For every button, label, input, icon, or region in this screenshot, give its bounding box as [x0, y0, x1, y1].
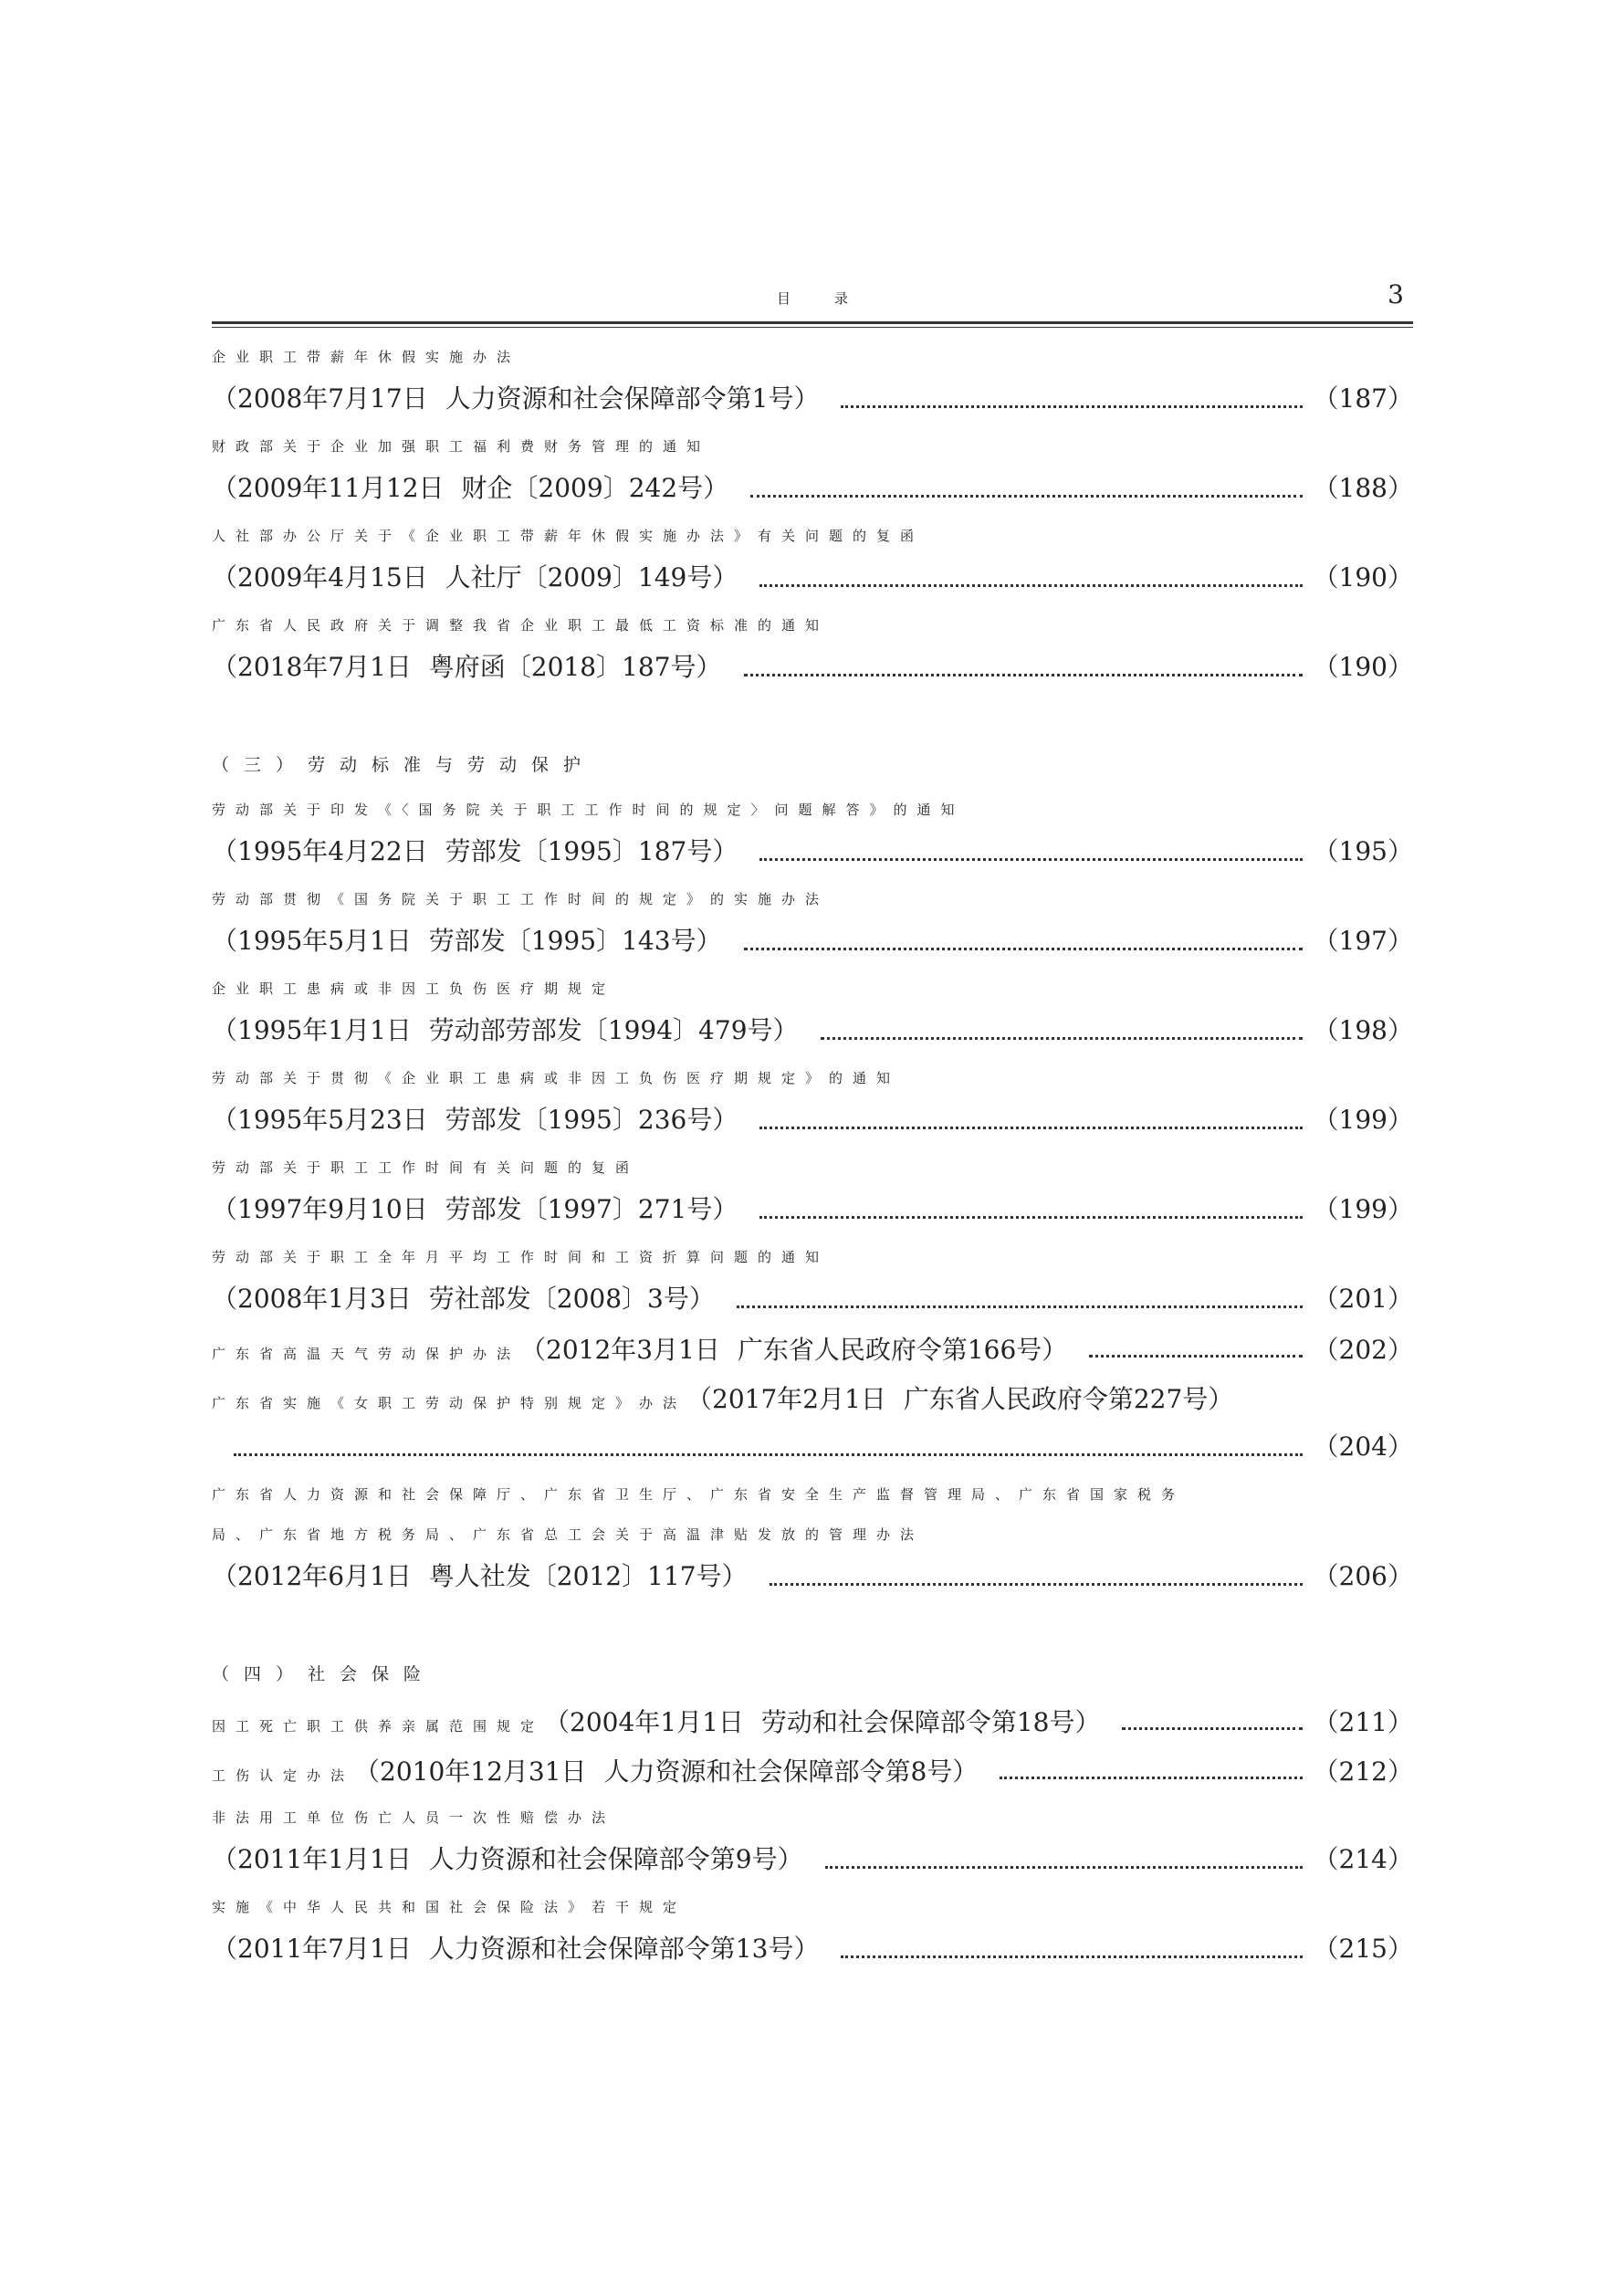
section-heading: （四）社会保险 — [212, 1664, 436, 1684]
toc-citation: （2012年6月1日 粤人社发〔2012〕117号） — [212, 1561, 748, 1591]
dot-leader — [821, 1037, 1303, 1040]
dot-leader — [1122, 1727, 1302, 1730]
dot-leader — [1000, 1777, 1302, 1779]
toc-inline-row — [212, 1703, 1413, 1739]
dot-leader — [744, 948, 1303, 950]
header-rule-thin — [212, 327, 1413, 328]
toc-citation: （2010年12月31日 人力资源和社会保障部令第8号） — [354, 1756, 979, 1787]
toc-citation-row — [212, 1190, 1413, 1228]
header-title: 目录 — [776, 290, 892, 307]
toc-group-c — [212, 1703, 1413, 1967]
toc-citation: （2012年3月1日 广东省人民政府令第166号） — [520, 1335, 1068, 1365]
dot-leader — [234, 1453, 1303, 1456]
toc-entry-title[interactable]: 广东省实施《女职工劳动保护特别规定》办法 — [212, 1395, 687, 1411]
toc-citation: （2008年1月3日 劳社部发〔2008〕3号） — [212, 1284, 715, 1314]
toc-citation: （2009年11月12日 财企〔2009〕242号） — [212, 473, 729, 503]
toc-page-ref[interactable]: （188） — [1313, 473, 1413, 503]
toc-citation-row — [212, 379, 1413, 417]
toc-citation: （1995年4月22日 劳部发〔1995〕187号） — [212, 836, 738, 866]
toc-page-ref[interactable]: （198） — [1313, 1015, 1413, 1045]
toc-page-ref[interactable]: （190） — [1313, 562, 1413, 592]
toc-citation: （1995年5月1日 劳部发〔1995〕143号） — [212, 926, 722, 956]
toc-citation-row — [212, 468, 1413, 507]
toc-entry-title[interactable]: 广东省人民政府关于调整我省企业职工最低工资标准的通知 — [212, 617, 830, 634]
toc-inline-row — [212, 1330, 1413, 1367]
toc-citation: （1995年5月23日 劳部发〔1995〕236号） — [212, 1105, 738, 1135]
toc-page — [212, 274, 1413, 1967]
toc-entry-title[interactable]: 企业职工患病或非因工负伤医疗期规定 — [212, 980, 616, 997]
toc-citation: （1997年9月10日 劳部发〔1997〕271号） — [212, 1194, 738, 1224]
dot-leader — [770, 1583, 1303, 1586]
toc-group-b — [212, 799, 1413, 1595]
toc-citation-row — [212, 1100, 1413, 1138]
toc-page-ref[interactable]: （190） — [1313, 652, 1413, 682]
toc-citation: （2011年1月1日 人力资源和社会保障部令第9号） — [212, 1844, 803, 1874]
toc-entry-title[interactable]: 局、广东省地方税务局、广东省总工会关于高温津贴发放的管理办法 — [212, 1526, 925, 1543]
toc-page-ref[interactable]: （201） — [1313, 1284, 1413, 1314]
toc-citation-row — [212, 647, 1413, 686]
dot-leader — [750, 495, 1302, 498]
toc-page-ref[interactable]: （202） — [1313, 1335, 1413, 1365]
toc-page-ref[interactable]: （206） — [1313, 1561, 1413, 1591]
toc-entry-title[interactable]: 因工死亡职工供养亲属范围规定 — [212, 1718, 545, 1735]
toc-page-ref[interactable]: （195） — [1313, 836, 1413, 866]
toc-citation-row — [212, 921, 1413, 959]
toc-entry-title[interactable]: 实施《中华人民共和国社会保险法》若干规定 — [212, 1899, 687, 1915]
toc-entry-title[interactable]: 广东省高温天气劳动保护办法 — [212, 1346, 521, 1362]
toc-page-ref[interactable]: （211） — [1313, 1707, 1413, 1737]
toc-citation-row — [212, 1840, 1413, 1878]
toc-entry-title[interactable]: 劳动部贯彻《国务院关于职工工作时间的规定》的实施办法 — [212, 891, 830, 907]
toc-entry-title[interactable]: 财政部关于企业加强职工福利费财务管理的通知 — [212, 438, 711, 455]
toc-page-ref[interactable]: （199） — [1313, 1194, 1413, 1224]
toc-page-ref[interactable]: （199） — [1313, 1105, 1413, 1135]
toc-entry-title[interactable]: 非法用工单位伤亡人员一次性赔偿办法 — [212, 1809, 616, 1826]
toc-citation-row — [212, 1427, 1413, 1465]
dot-leader — [737, 1305, 1303, 1308]
toc-entry-title[interactable]: 工伤认定办法 — [212, 1767, 355, 1784]
toc-entry-title[interactable]: 企业职工带薪年休假实施办法 — [212, 349, 521, 365]
dot-leader — [841, 405, 1302, 408]
toc-citation-row — [212, 832, 1413, 870]
toc-citation-row — [212, 1929, 1413, 1967]
toc-citation-row — [212, 1557, 1413, 1595]
toc-citation: （2017年2月1日 广东省人民政府令第227号） — [686, 1384, 1234, 1414]
dot-leader — [1089, 1355, 1302, 1358]
page-header — [212, 274, 1413, 321]
toc-citation: （2011年7月1日 人力资源和社会保障部令第13号） — [212, 1934, 820, 1964]
toc-inline-row — [212, 1752, 1413, 1788]
toc-citation-row — [212, 1011, 1413, 1049]
dot-leader — [825, 1866, 1303, 1869]
toc-group-a — [212, 346, 1413, 686]
toc-citation: （2008年7月17日 人力资源和社会保障部令第1号） — [212, 383, 820, 414]
toc-citation-row — [212, 558, 1413, 596]
toc-entry-title[interactable]: 劳动部关于贯彻《企业职工患病或非因工负伤医疗期规定》的通知 — [212, 1070, 901, 1086]
dot-leader — [759, 1127, 1302, 1129]
section-heading: （三）劳动标准与劳动保护 — [212, 755, 596, 775]
toc-citation: （2018年7月1日 粤府函〔2018〕187号） — [212, 652, 722, 682]
toc-citation: （1995年1月1日 劳动部劳部发〔1994〕479号） — [212, 1015, 799, 1045]
toc-entry-title[interactable]: 人社部办公厅关于《企业职工带薪年休假实施办法》有关问题的复函 — [212, 528, 925, 544]
toc-page-ref[interactable]: （212） — [1313, 1756, 1413, 1787]
page-number: 3 — [1387, 279, 1404, 309]
dot-leader — [759, 1216, 1302, 1219]
toc-page-ref[interactable]: （204） — [1313, 1431, 1413, 1462]
dot-leader — [744, 674, 1303, 676]
toc-citation: （2009年4月15日 人社厅〔2009〕149号） — [212, 562, 738, 592]
toc-inline-row — [212, 1379, 1413, 1416]
toc-entry-title[interactable]: 劳动部关于印发《〈国务院关于职工工作时间的规定〉问题解答》的通知 — [212, 802, 965, 818]
toc-entry-title[interactable]: 广东省人力资源和社会保障厅、广东省卫生厅、广东省安全生产监督管理局、广东省国家税务 — [212, 1486, 1186, 1503]
header-rule-thick — [212, 321, 1413, 324]
toc-entry-title[interactable]: 劳动部关于职工工作时间有关问题的复函 — [212, 1159, 640, 1176]
dot-leader — [841, 1955, 1302, 1958]
toc-citation-row — [212, 1279, 1413, 1317]
toc-page-ref[interactable]: （197） — [1313, 926, 1413, 956]
toc-citation: （2004年1月1日 劳动和社会保障部令第18号） — [544, 1707, 1101, 1737]
dot-leader — [759, 584, 1302, 587]
toc-entry-title[interactable]: 劳动部关于职工全年月平均工作时间和工资折算问题的通知 — [212, 1249, 830, 1265]
toc-page-ref[interactable]: （214） — [1313, 1844, 1413, 1874]
toc-page-ref[interactable]: （215） — [1313, 1934, 1413, 1964]
toc-page-ref[interactable]: （187） — [1313, 383, 1413, 414]
dot-leader — [759, 858, 1302, 861]
